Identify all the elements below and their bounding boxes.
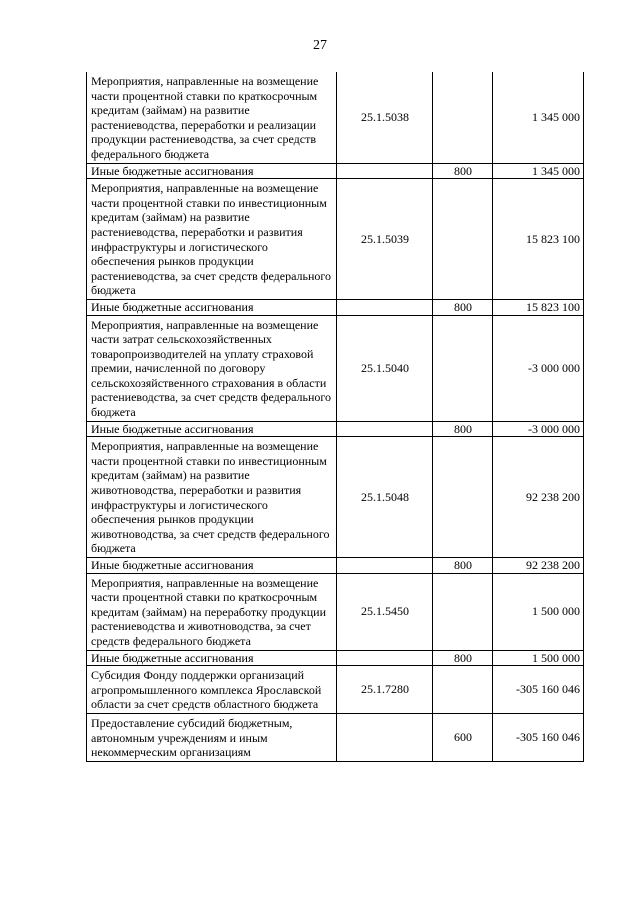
row-expense-type: 800 [433,163,493,179]
table-row [87,299,584,315]
page-number: 27 [313,38,327,53]
table-row [87,666,584,714]
row-sum: -305 160 046 [493,666,584,714]
row-expense-type [433,72,493,163]
row-sum: -3 000 000 [493,315,584,421]
row-code [337,558,433,574]
row-expense-type [433,179,493,300]
row-name: Иные бюджетные ассигнования [87,558,337,574]
row-code [337,421,433,437]
row-name: Иные бюджетные ассигнования [87,421,337,437]
row-code: 25.1.5040 [337,315,433,421]
row-name: Мероприятия, направленные на возмещение части процентной ставки по краткосрочным кредитам (займам) на переработку продукции растениеводства и животноводства, за счет средств федерального бюджета [87,573,337,650]
table-row [87,163,584,179]
row-code: 25.1.5450 [337,573,433,650]
row-name: Мероприятия, направленные на возмещение части затрат сельскохозяйственных товаропроизводителей на уплату страховой премии, начисленной по договору сельскохозяйственного страхования в области растениеводства, за счет средств федерального бюджета [87,315,337,421]
row-name: Мероприятия, направленные на возмещение части процентной ставки по инвестиционным кредитам (займам) на развитие растениеводства, переработки и развития инфраструктуры и логистического обеспечения рынков продукции растениеводства, за счет средств федерального бюджета [87,179,337,300]
row-code [337,299,433,315]
row-sum: 15 823 100 [493,179,584,300]
row-code [337,163,433,179]
row-sum: 92 238 200 [493,558,584,574]
row-expense-type: 600 [433,713,493,761]
table-row [87,72,584,163]
row-name: Иные бюджетные ассигнования [87,163,337,179]
row-sum: 1 345 000 [493,72,584,163]
table-row [87,650,584,666]
row-sum: 1 500 000 [493,650,584,666]
row-code: 25.1.7280 [337,666,433,714]
table-row [87,179,584,300]
row-expense-type [433,437,493,558]
table-row [87,573,584,650]
row-code: 25.1.5048 [337,437,433,558]
table-row [87,421,584,437]
row-expense-type [433,666,493,714]
row-code: 25.1.5038 [337,72,433,163]
row-code [337,650,433,666]
row-expense-type: 800 [433,299,493,315]
row-expense-type: 800 [433,650,493,666]
row-sum: -305 160 046 [493,713,584,761]
row-sum: 1 345 000 [493,163,584,179]
row-code [337,713,433,761]
row-name: Мероприятия, направленные на возмещение части процентной ставки по краткосрочным кредитам (займам) на развитие растениеводства, переработки и реализации продукции растениеводства, за счет средств федерального бюджета [87,72,337,163]
row-expense-type [433,315,493,421]
row-sum: 1 500 000 [493,573,584,650]
row-name: Субсидия Фонду поддержки организаций агропромышленного комплекса Ярославской области за счет средств областного бюджета [87,666,337,714]
row-sum: 15 823 100 [493,299,584,315]
row-code: 25.1.5039 [337,179,433,300]
row-expense-type: 800 [433,421,493,437]
table-row [87,437,584,558]
row-name: Иные бюджетные ассигнования [87,299,337,315]
row-name: Иные бюджетные ассигнования [87,650,337,666]
row-expense-type: 800 [433,558,493,574]
table-row [87,713,584,761]
row-sum: -3 000 000 [493,421,584,437]
table-row [87,558,584,574]
budget-table [86,72,584,762]
row-name: Мероприятия, направленные на возмещение части процентной ставки по инвестиционным кредитам (займам) на развитие животноводства, переработки и развития инфраструктуры и логистического обеспечения рынков продукции животноводства, за счет средств федерального бюджета [87,437,337,558]
table-row [87,315,584,421]
row-name: Предоставление субсидий бюджетным, автономным учреждениям и иным некоммерческим организациям [87,713,337,761]
row-expense-type [433,573,493,650]
row-sum: 92 238 200 [493,437,584,558]
